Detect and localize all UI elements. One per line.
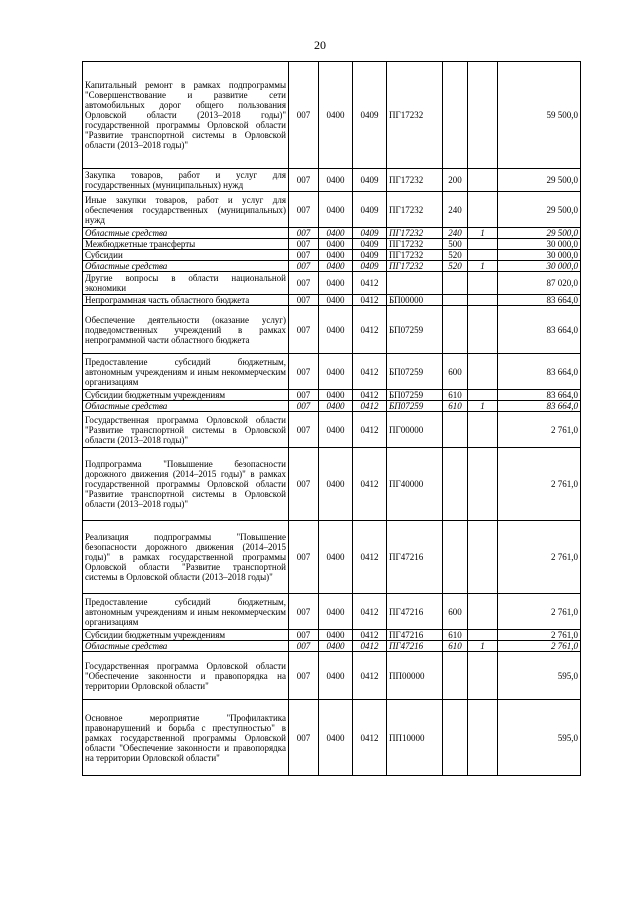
cell-gr: 007 — [289, 228, 319, 239]
cell-sum: 2 761,0 — [498, 521, 581, 594]
cell-src — [468, 306, 498, 354]
page-number: 20 — [314, 38, 326, 52]
cell-vr — [443, 412, 468, 448]
cell-gr: 007 — [289, 169, 319, 192]
cell-gr: 007 — [289, 641, 319, 652]
cell-name: Субсидии бюджетным учреждениям — [83, 390, 289, 401]
cell-src — [468, 192, 498, 228]
cell-gr: 007 — [289, 401, 319, 412]
cell-pr: 0412 — [353, 401, 387, 412]
cell-rz: 0400 — [319, 448, 353, 521]
cell-gr: 007 — [289, 390, 319, 401]
budget-table — [82, 61, 581, 776]
table-row — [83, 641, 581, 652]
cell-pr: 0409 — [353, 62, 387, 169]
cell-name: Областные средства — [83, 228, 289, 239]
cell-name: Капитальный ремонт в рамках подпрограммы "Совершенствование и развитие сети автомобильных дорог общего пользования Орловской области (2013–2018 годы)" государственной программы Орловской области "Развитие транспортной системы в Орловской области (2013–2018 годы)" — [83, 62, 289, 169]
cell-src — [468, 239, 498, 250]
cell-name: Областные средства — [83, 401, 289, 412]
cell-sum: 83 664,0 — [498, 306, 581, 354]
cell-sum: 29 500,0 — [498, 228, 581, 239]
cell-sum: 83 664,0 — [498, 354, 581, 390]
cell-name: Основное мероприятие "Профилактика правонарушений и борьба с преступностью" в рамках государственной программы Орловской области "Обеспечение законности и правопорядка на территории Орловской области" — [83, 700, 289, 776]
cell-rz: 0400 — [319, 169, 353, 192]
cell-pr: 0412 — [353, 412, 387, 448]
cell-csr: ПГ47216 — [387, 630, 443, 641]
cell-pr: 0412 — [353, 354, 387, 390]
table-row — [83, 412, 581, 448]
table-row — [83, 250, 581, 261]
table-row — [83, 272, 581, 295]
cell-vr: 600 — [443, 594, 468, 630]
table-row — [83, 169, 581, 192]
cell-sum: 87 020,0 — [498, 272, 581, 295]
cell-src: 1 — [468, 228, 498, 239]
cell-src — [468, 521, 498, 594]
cell-rz: 0400 — [319, 239, 353, 250]
cell-rz: 0400 — [319, 62, 353, 169]
cell-rz: 0400 — [319, 594, 353, 630]
cell-vr — [443, 521, 468, 594]
cell-sum: 2 761,0 — [498, 412, 581, 448]
cell-gr: 007 — [289, 448, 319, 521]
cell-csr — [387, 272, 443, 295]
cell-pr: 0412 — [353, 390, 387, 401]
cell-gr: 007 — [289, 239, 319, 250]
cell-sum: 83 664,0 — [498, 401, 581, 412]
cell-gr: 007 — [289, 295, 319, 306]
cell-vr — [443, 652, 468, 700]
cell-name: Областные средства — [83, 641, 289, 652]
cell-pr: 0412 — [353, 295, 387, 306]
cell-gr: 007 — [289, 630, 319, 641]
cell-csr: ПГ17232 — [387, 239, 443, 250]
cell-vr — [443, 295, 468, 306]
cell-vr: 610 — [443, 630, 468, 641]
table-row — [83, 448, 581, 521]
cell-gr: 007 — [289, 306, 319, 354]
cell-rz: 0400 — [319, 228, 353, 239]
cell-rz: 0400 — [319, 412, 353, 448]
cell-src — [468, 700, 498, 776]
cell-gr: 007 — [289, 250, 319, 261]
cell-rz: 0400 — [319, 192, 353, 228]
cell-name: Предоставление субсидий бюджетным, автономным учреждениям и иным некоммерческим организациям — [83, 354, 289, 390]
cell-src — [468, 412, 498, 448]
cell-gr: 007 — [289, 62, 319, 169]
table-body — [83, 62, 581, 776]
cell-rz: 0400 — [319, 390, 353, 401]
cell-src: 1 — [468, 261, 498, 272]
cell-sum: 2 761,0 — [498, 641, 581, 652]
cell-src — [468, 390, 498, 401]
table-row — [83, 521, 581, 594]
cell-rz: 0400 — [319, 306, 353, 354]
cell-rz: 0400 — [319, 250, 353, 261]
cell-name: Закупка товаров, работ и услуг для государственных (муниципальных) нужд — [83, 169, 289, 192]
cell-vr: 240 — [443, 192, 468, 228]
cell-name: Обеспечение деятельности (оказание услуг) подведомственных учреждений в рамках непрограммной части областного бюджета — [83, 306, 289, 354]
table-row — [83, 401, 581, 412]
cell-vr — [443, 306, 468, 354]
cell-csr: ПГ47216 — [387, 641, 443, 652]
cell-vr — [443, 272, 468, 295]
cell-gr: 007 — [289, 412, 319, 448]
cell-src — [468, 630, 498, 641]
cell-rz: 0400 — [319, 295, 353, 306]
cell-src — [468, 272, 498, 295]
cell-sum: 30 000,0 — [498, 250, 581, 261]
cell-name: Другие вопросы в области национальной экономики — [83, 272, 289, 295]
table-row — [83, 630, 581, 641]
cell-name: Иные закупки товаров, работ и услуг для обеспечения государственных (муниципальных) нужд — [83, 192, 289, 228]
cell-name: Областные средства — [83, 261, 289, 272]
cell-csr: ПГ17232 — [387, 62, 443, 169]
cell-rz: 0400 — [319, 652, 353, 700]
table-row — [83, 228, 581, 239]
cell-gr: 007 — [289, 521, 319, 594]
table-row — [83, 354, 581, 390]
cell-name: Подпрограмма "Повышение безопасности дорожного движения (2014–2015 годы)" в рамках государственной программы Орловской области "Развитие транспортной системы в Орловской области (2013–2018 годы)" — [83, 448, 289, 521]
cell-csr: БП07259 — [387, 354, 443, 390]
cell-pr: 0412 — [353, 700, 387, 776]
cell-sum: 83 664,0 — [498, 390, 581, 401]
cell-csr: ПП10000 — [387, 700, 443, 776]
cell-csr: БП07259 — [387, 401, 443, 412]
cell-csr: ПГ17232 — [387, 261, 443, 272]
cell-vr: 520 — [443, 261, 468, 272]
cell-csr: БП07259 — [387, 390, 443, 401]
cell-sum: 29 500,0 — [498, 169, 581, 192]
cell-sum: 83 664,0 — [498, 295, 581, 306]
cell-pr: 0412 — [353, 652, 387, 700]
cell-gr: 007 — [289, 652, 319, 700]
cell-vr: 520 — [443, 250, 468, 261]
cell-pr: 0412 — [353, 630, 387, 641]
cell-csr: ПГ47216 — [387, 594, 443, 630]
cell-vr — [443, 700, 468, 776]
cell-name: Государственная программа Орловской области "Обеспечение законности и правопорядка на территории Орловской области" — [83, 652, 289, 700]
cell-sum: 2 761,0 — [498, 630, 581, 641]
table-row — [83, 192, 581, 228]
cell-csr: ПГ17232 — [387, 250, 443, 261]
cell-pr: 0412 — [353, 306, 387, 354]
cell-rz: 0400 — [319, 272, 353, 295]
cell-vr: 610 — [443, 641, 468, 652]
table-row — [83, 700, 581, 776]
cell-rz: 0400 — [319, 630, 353, 641]
cell-csr: ПГ17232 — [387, 169, 443, 192]
cell-pr: 0412 — [353, 272, 387, 295]
cell-rz: 0400 — [319, 261, 353, 272]
cell-csr: ПГ40000 — [387, 448, 443, 521]
cell-src: 1 — [468, 641, 498, 652]
cell-csr: ПГ17232 — [387, 192, 443, 228]
cell-pr: 0409 — [353, 261, 387, 272]
table-row — [83, 62, 581, 169]
cell-csr: ПГ47216 — [387, 521, 443, 594]
cell-src — [468, 295, 498, 306]
cell-rz: 0400 — [319, 401, 353, 412]
cell-sum: 30 000,0 — [498, 261, 581, 272]
cell-vr: 240 — [443, 228, 468, 239]
cell-name: Предоставление субсидий бюджетным, автономным учреждениям и иным некоммерческим организациям — [83, 594, 289, 630]
cell-src — [468, 448, 498, 521]
cell-pr: 0412 — [353, 521, 387, 594]
cell-gr: 007 — [289, 261, 319, 272]
table-row — [83, 306, 581, 354]
cell-src — [468, 250, 498, 261]
cell-sum: 30 000,0 — [498, 239, 581, 250]
cell-pr: 0412 — [353, 594, 387, 630]
cell-csr: ПГ00000 — [387, 412, 443, 448]
cell-rz: 0400 — [319, 354, 353, 390]
cell-rz: 0400 — [319, 700, 353, 776]
cell-name: Субсидии — [83, 250, 289, 261]
cell-gr: 007 — [289, 192, 319, 228]
table-row — [83, 652, 581, 700]
cell-pr: 0409 — [353, 169, 387, 192]
cell-gr: 007 — [289, 594, 319, 630]
cell-src — [468, 652, 498, 700]
cell-gr: 007 — [289, 354, 319, 390]
cell-src — [468, 169, 498, 192]
cell-src — [468, 354, 498, 390]
cell-vr: 610 — [443, 390, 468, 401]
cell-csr: БП00000 — [387, 295, 443, 306]
cell-name: Субсидии бюджетным учреждениям — [83, 630, 289, 641]
cell-pr: 0409 — [353, 228, 387, 239]
cell-src — [468, 594, 498, 630]
cell-pr: 0412 — [353, 448, 387, 521]
table-row — [83, 390, 581, 401]
cell-sum: 2 761,0 — [498, 594, 581, 630]
cell-rz: 0400 — [319, 521, 353, 594]
cell-sum: 29 500,0 — [498, 192, 581, 228]
cell-rz: 0400 — [319, 641, 353, 652]
cell-csr: БП07259 — [387, 306, 443, 354]
table-row — [83, 594, 581, 630]
cell-sum: 595,0 — [498, 700, 581, 776]
cell-vr: 600 — [443, 354, 468, 390]
cell-pr: 0409 — [353, 192, 387, 228]
cell-pr: 0409 — [353, 239, 387, 250]
cell-name: Реализация подпрограммы "Повышение безопасности дорожного движения (2014–2015 годы)" в рамках государственной программы Орловской области "Развитие транспортной системы в Орловской области (2013–2018 годы)" — [83, 521, 289, 594]
table-row — [83, 261, 581, 272]
cell-vr — [443, 62, 468, 169]
cell-name: Непрограммная часть областного бюджета — [83, 295, 289, 306]
cell-vr: 200 — [443, 169, 468, 192]
table-row — [83, 295, 581, 306]
cell-csr: ПГ17232 — [387, 228, 443, 239]
cell-name: Межбюджетные трансферты — [83, 239, 289, 250]
cell-src — [468, 62, 498, 169]
cell-pr: 0409 — [353, 250, 387, 261]
cell-vr: 610 — [443, 401, 468, 412]
cell-vr — [443, 448, 468, 521]
cell-gr: 007 — [289, 272, 319, 295]
cell-name: Государственная программа Орловской области "Развитие транспортной системы в Орловской области (2013–2018 годы)" — [83, 412, 289, 448]
cell-vr: 500 — [443, 239, 468, 250]
cell-sum: 2 761,0 — [498, 448, 581, 521]
cell-csr: ПП00000 — [387, 652, 443, 700]
cell-src: 1 — [468, 401, 498, 412]
cell-pr: 0412 — [353, 641, 387, 652]
cell-gr: 007 — [289, 700, 319, 776]
cell-sum: 595,0 — [498, 652, 581, 700]
table-row — [83, 239, 581, 250]
cell-sum: 59 500,0 — [498, 62, 581, 169]
